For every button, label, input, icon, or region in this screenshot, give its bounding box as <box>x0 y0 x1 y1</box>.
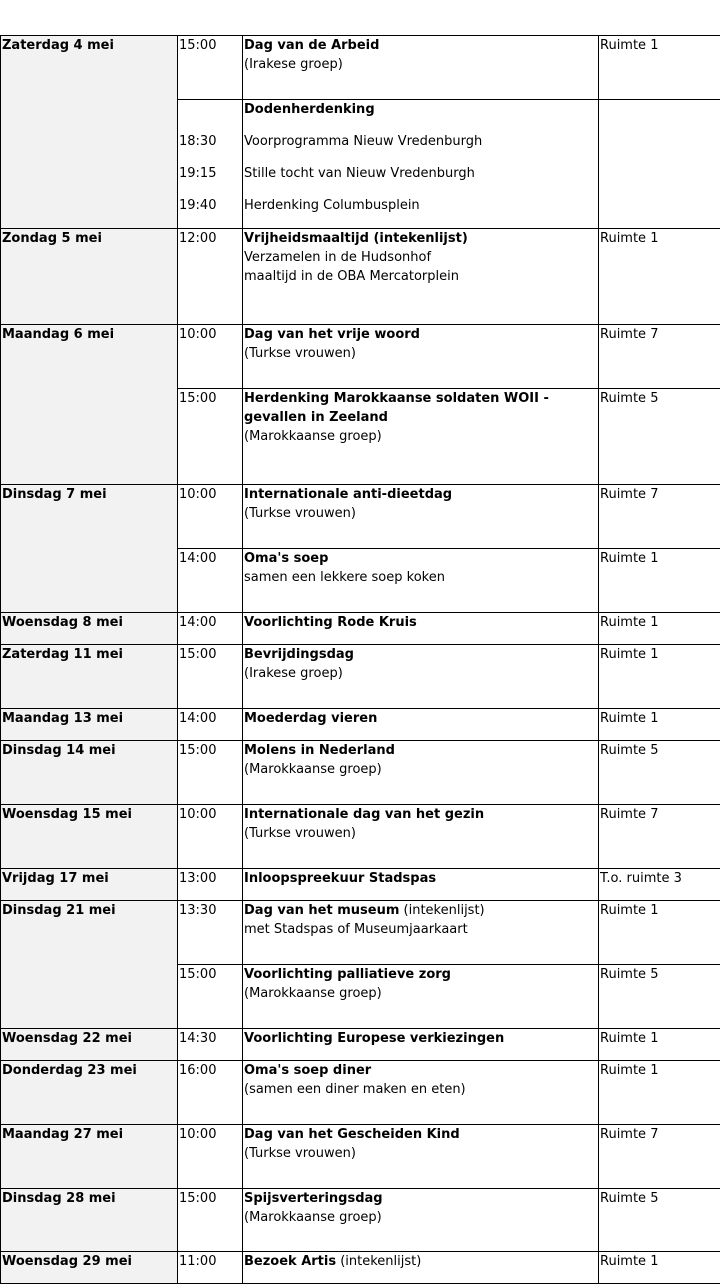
table-row <box>1 1189 720 1252</box>
activity-detail: (samen een diner maken en eten) <box>244 1080 598 1099</box>
activity-title: Internationale anti-dieetdag <box>244 485 598 504</box>
time-cell: 16:00 <box>178 1061 243 1125</box>
time-cell: 10:00 <box>178 1125 243 1189</box>
activity-detail: met Stadspas of Museumjaarkaart <box>244 920 598 939</box>
activity-detail: Stille tocht van Nieuw Vredenburgh <box>244 164 598 196</box>
activity-title: Internationale dag van het gezin <box>244 805 598 824</box>
activity-detail: (Marokkaanse groep) <box>244 760 598 779</box>
time-cell: 13:30 <box>178 901 243 965</box>
activity-cell <box>243 485 599 549</box>
activity-title: Dag van het Gescheiden Kind <box>244 1125 598 1144</box>
activity-cell <box>243 1061 599 1125</box>
day-cell: Donderdag 23 mei <box>1 1061 178 1125</box>
room-cell: Ruimte 1 <box>599 613 720 645</box>
room-cell: Ruimte 1 <box>599 1061 720 1125</box>
activity-cell <box>243 645 599 709</box>
room-cell: Ruimte 1 <box>599 36 720 100</box>
time-cell: 11:00 <box>178 1252 243 1284</box>
time-cell: 10:00 <box>178 325 243 389</box>
time-cell: 15:00 <box>178 389 243 485</box>
time-cell: 14:00 <box>178 613 243 645</box>
table-row <box>1 741 720 805</box>
room-cell <box>599 100 720 229</box>
day-cell: Zaterdag 4 mei <box>1 36 178 229</box>
table-row <box>1 1029 720 1061</box>
table-row <box>1 805 720 869</box>
time-cell: 10:00 <box>178 805 243 869</box>
table-row <box>1 709 720 741</box>
day-cell: Maandag 13 mei <box>1 709 178 741</box>
table-row <box>1 485 720 549</box>
day-cell: Dinsdag 7 mei <box>1 485 178 613</box>
time-cell: 15:00 <box>178 36 243 100</box>
activity-detail: maaltijd in de OBA Mercatorplein <box>244 267 598 286</box>
day-cell: Woensdag 29 mei <box>1 1252 178 1284</box>
activity-title: Dag van het museum <box>244 903 399 918</box>
time-cell: 14:00 <box>178 709 243 741</box>
table-row <box>1 325 720 389</box>
activity-detail: Verzamelen in de Hudsonhof <box>244 248 598 267</box>
day-cell: Vrijdag 17 mei <box>1 869 178 901</box>
table-row <box>1 1061 720 1125</box>
activity-title: Dag van de Arbeid <box>244 36 598 55</box>
sub-time: 19:15 <box>179 164 242 196</box>
table-row <box>1 869 720 901</box>
room-cell: Ruimte 1 <box>599 1252 720 1284</box>
day-cell: Woensdag 8 mei <box>1 613 178 645</box>
table-row <box>1 1125 720 1189</box>
time-cell: 15:00 <box>178 645 243 709</box>
room-cell: Ruimte 1 <box>599 901 720 965</box>
activity-title: Molens in Nederland <box>244 741 598 760</box>
activity-cell <box>243 741 599 805</box>
day-cell: Dinsdag 28 mei <box>1 1189 178 1252</box>
time-cell: 14:00 <box>178 549 243 613</box>
day-cell: Woensdag 15 mei <box>1 805 178 869</box>
day-cell: Maandag 6 mei <box>1 325 178 485</box>
activity-cell <box>243 549 599 613</box>
table-row <box>1 613 720 645</box>
schedule-body <box>1 36 720 1284</box>
room-cell: Ruimte 1 <box>599 709 720 741</box>
time-cell: 15:00 <box>178 965 243 1029</box>
activity-detail: (Turkse vrouwen) <box>244 824 598 843</box>
room-cell: Ruimte 7 <box>599 325 720 389</box>
activity-title: Voorlichting Rode Kruis <box>244 613 598 632</box>
day-cell: Maandag 27 mei <box>1 1125 178 1189</box>
time-cell: 14:30 <box>178 1029 243 1061</box>
room-cell: Ruimte 1 <box>599 1029 720 1061</box>
time-cell: 15:00 <box>178 1189 243 1252</box>
activity-cell <box>243 709 599 741</box>
activity-title: Vrijheidsmaaltijd (intekenlijst) <box>244 229 598 248</box>
sub-time: 18:30 <box>179 132 242 164</box>
time-cell: 12:00 <box>178 229 243 325</box>
time-cell: 13:00 <box>178 869 243 901</box>
activity-detail: Voorprogramma Nieuw Vredenburgh <box>244 132 598 164</box>
activity-detail: (Irakese groep) <box>244 664 598 683</box>
room-cell: Ruimte 7 <box>599 1125 720 1189</box>
activity-title: Spijsverteringsdag <box>244 1189 598 1208</box>
sub-time: 19:40 <box>179 196 242 228</box>
table-row <box>1 901 720 965</box>
activity-cell <box>243 1189 599 1252</box>
day-cell: Zondag 5 mei <box>1 229 178 325</box>
room-cell: Ruimte 1 <box>599 645 720 709</box>
activity-cell <box>243 389 599 485</box>
room-cell: Ruimte 1 <box>599 229 720 325</box>
activity-detail: (Marokkaanse groep) <box>244 984 598 1003</box>
activity-detail: samen een lekkere soep koken <box>244 568 598 587</box>
day-cell: Zaterdag 11 mei <box>1 645 178 709</box>
day-cell: Dinsdag 14 mei <box>1 741 178 805</box>
time-cell: 10:00 <box>178 485 243 549</box>
room-cell: Ruimte 1 <box>599 549 720 613</box>
activity-title: Bezoek Artis <box>244 1254 336 1269</box>
activity-title: Voorlichting Europese verkiezingen <box>244 1029 598 1048</box>
room-cell: Ruimte 5 <box>599 1189 720 1252</box>
activity-cell <box>243 869 599 901</box>
activity-cell <box>243 229 599 325</box>
activity-detail: Herdenking Columbusplein <box>244 196 598 228</box>
activity-title: Inloopspreekuur Stadspas <box>244 869 598 888</box>
day-cell: Woensdag 22 mei <box>1 1029 178 1061</box>
activity-title-extra: (intekenlijst) <box>399 903 484 918</box>
activity-cell <box>243 965 599 1029</box>
activity-title: Bevrijdingsdag <box>244 645 598 664</box>
activity-cell <box>243 1029 599 1061</box>
activity-detail: (Turkse vrouwen) <box>244 344 598 363</box>
activity-detail: (Marokkaanse groep) <box>244 1208 598 1227</box>
activity-cell <box>243 100 599 229</box>
room-cell: T.o. ruimte 3 <box>599 869 720 901</box>
activity-title-extra: (intekenlijst) <box>336 1254 421 1269</box>
time-cell: 15:00 <box>178 741 243 805</box>
activity-cell <box>243 901 599 965</box>
activity-detail: (Marokkaanse groep) <box>244 427 598 446</box>
table-row <box>1 36 720 100</box>
activity-cell <box>243 36 599 100</box>
room-cell: Ruimte 5 <box>599 389 720 485</box>
activity-detail: (Irakese groep) <box>244 55 598 74</box>
activity-cell <box>243 805 599 869</box>
activity-detail: (Turkse vrouwen) <box>244 1144 598 1163</box>
activity-title: Oma's soep <box>244 549 598 568</box>
day-cell: Dinsdag 21 mei <box>1 901 178 1029</box>
table-row <box>1 1252 720 1284</box>
room-cell: Ruimte 7 <box>599 485 720 549</box>
activity-cell <box>243 1252 599 1284</box>
activity-title: Voorlichting palliatieve zorg <box>244 965 598 984</box>
activity-title: Dag van het vrije woord <box>244 325 598 344</box>
table-row <box>1 645 720 709</box>
activity-cell <box>243 1125 599 1189</box>
time-cell <box>178 100 243 229</box>
schedule-table <box>0 35 720 1284</box>
activity-title: Oma's soep diner <box>244 1061 598 1080</box>
activity-title: Dodenherdenking <box>244 100 598 132</box>
room-cell: Ruimte 5 <box>599 741 720 805</box>
room-cell: Ruimte 7 <box>599 805 720 869</box>
activity-title: Moederdag vieren <box>244 709 598 728</box>
activity-title: Herdenking Marokkaanse soldaten WOII - gevallen in Zeeland <box>244 389 598 427</box>
room-cell: Ruimte 5 <box>599 965 720 1029</box>
activity-cell <box>243 613 599 645</box>
activity-cell <box>243 325 599 389</box>
activity-detail: (Turkse vrouwen) <box>244 504 598 523</box>
table-row <box>1 229 720 325</box>
